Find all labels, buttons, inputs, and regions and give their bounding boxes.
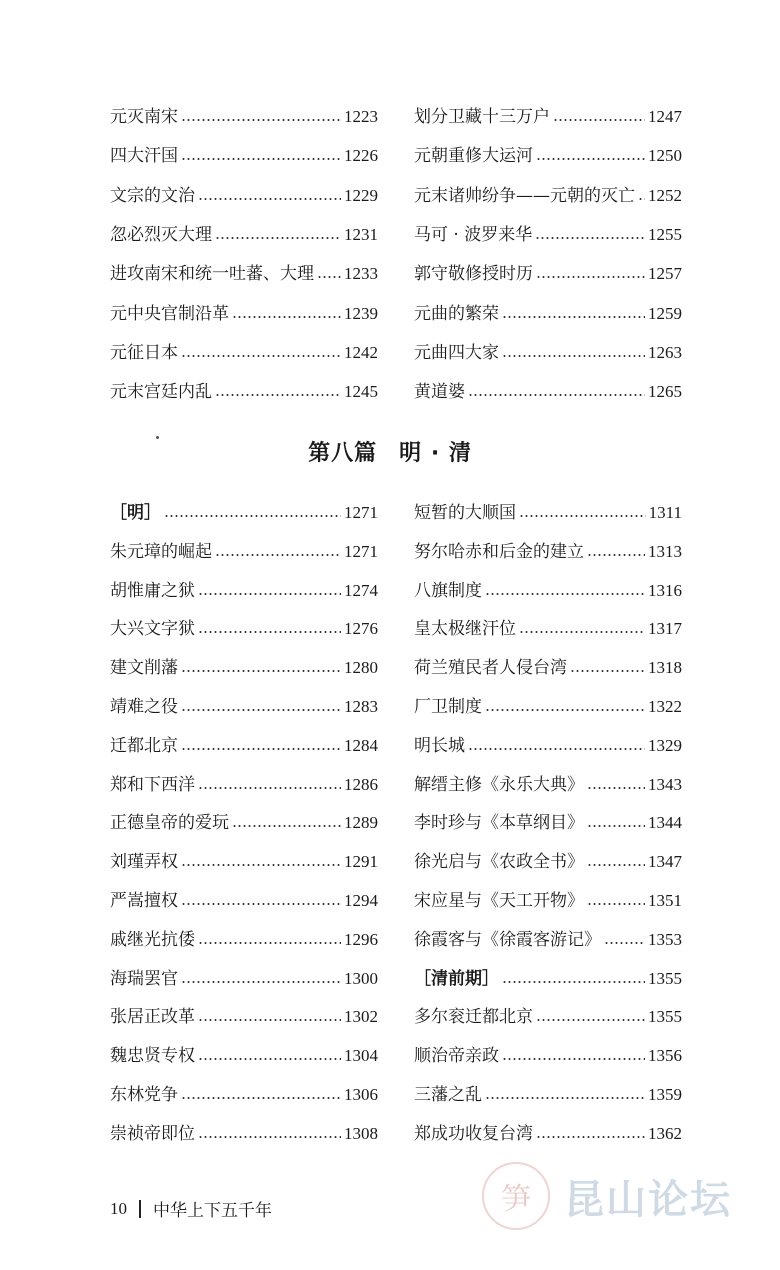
toc-entry-title: 迁都北京 bbox=[110, 735, 178, 756]
toc-entry-page: 1259 bbox=[648, 303, 682, 323]
toc-entry bbox=[414, 258, 682, 290]
toc-leader-dots bbox=[485, 709, 645, 711]
toc-entry-title: 李时珍与《本草纲目》 bbox=[414, 813, 584, 834]
toc-leader-dots bbox=[604, 942, 645, 944]
toc-entry bbox=[414, 885, 682, 917]
toc-entry bbox=[414, 730, 682, 762]
toc-leader-dots bbox=[181, 903, 341, 905]
toc-leader-dots bbox=[535, 237, 645, 239]
toc-entry bbox=[110, 652, 378, 684]
toc-entry-title: 东林党争 bbox=[110, 1085, 178, 1105]
toc-entry bbox=[110, 1040, 378, 1072]
toc-leader-dots bbox=[468, 748, 645, 750]
toc-entry-title: 马可 · 波罗来华 bbox=[414, 224, 533, 245]
toc-entry-title: 文宗的文治 bbox=[110, 185, 195, 206]
toc-leader-dots bbox=[638, 198, 645, 200]
toc-entry-page: 1271 bbox=[344, 541, 378, 561]
toc-entry-title: 元曲四大家 bbox=[414, 342, 499, 363]
toc-entry-title: 朱元璋的崛起 bbox=[110, 541, 212, 562]
toc-entry-title: 徐光启与《农政全书》 bbox=[414, 852, 584, 873]
toc-entry-title: 崇祯帝即位 bbox=[110, 1123, 195, 1144]
toc-leader-dots bbox=[502, 316, 645, 318]
toc-leader-dots bbox=[215, 237, 341, 239]
toc-leader-dots bbox=[215, 394, 341, 396]
toc-entry-page: 1276 bbox=[344, 619, 378, 639]
toc-entry-page: 1356 bbox=[648, 1046, 682, 1066]
toc-entry bbox=[110, 180, 378, 212]
toc-entry-page: 1316 bbox=[648, 580, 682, 600]
toc-entry-page: 1296 bbox=[344, 929, 378, 949]
toc-entry bbox=[414, 376, 682, 408]
toc-leader-dots bbox=[232, 316, 341, 318]
toc-entry-title: 划分卫藏十三万户 bbox=[414, 107, 550, 127]
toc-entry-page: 1322 bbox=[648, 697, 682, 716]
toc-entry bbox=[414, 337, 682, 369]
toc-entry-title: 荷兰殖民者人侵台湾 bbox=[414, 658, 567, 679]
toc-entry-title: 元朝重修大运河 bbox=[414, 146, 533, 167]
toc-leader-dots bbox=[198, 1058, 341, 1060]
toc-entry bbox=[414, 219, 682, 251]
toc-entry-title: 张居正改革 bbox=[110, 1007, 195, 1028]
footer-book-title: 中华上下五千年 bbox=[153, 1201, 272, 1221]
toc-entry-title: ［明］ bbox=[110, 503, 161, 523]
toc-entry-title: 黄道婆 bbox=[414, 382, 465, 403]
toc-leader-dots bbox=[536, 1019, 645, 1021]
toc-leader-dots bbox=[181, 355, 341, 357]
toc-entry bbox=[110, 376, 378, 408]
toc-entry bbox=[110, 1118, 378, 1150]
toc-entry bbox=[414, 613, 682, 645]
toc-entry-page: 1245 bbox=[344, 382, 378, 402]
toc-entry-page: 1318 bbox=[648, 658, 682, 678]
toc-entry bbox=[414, 497, 682, 529]
toc-entry-title: 元征日本 bbox=[110, 342, 178, 363]
toc-entry-page: 1229 bbox=[344, 185, 378, 205]
toc-entry-page: 1302 bbox=[344, 1007, 378, 1027]
toc-entry bbox=[414, 575, 682, 607]
footer-divider bbox=[139, 1200, 141, 1218]
toc-entry-page: 1263 bbox=[648, 342, 682, 362]
toc-entry bbox=[414, 691, 682, 723]
toc-entry bbox=[414, 140, 682, 172]
section-name: 明 · 清 bbox=[399, 441, 472, 466]
toc-leader-dots bbox=[587, 825, 645, 827]
toc-leader-dots bbox=[232, 825, 341, 827]
toc-entry bbox=[110, 1079, 378, 1111]
toc-entry-page: 1283 bbox=[344, 697, 378, 716]
toc-entry bbox=[110, 963, 378, 995]
toc-entry bbox=[110, 337, 378, 369]
toc-entry-page: 1313 bbox=[648, 541, 682, 561]
watermark-text: 昆山论坛 bbox=[564, 1176, 732, 1223]
toc-leader-dots bbox=[519, 515, 646, 517]
toc-leader-dots bbox=[198, 787, 341, 789]
toc-entry bbox=[414, 1001, 682, 1033]
toc-entry-page: 1344 bbox=[648, 813, 682, 833]
toc-entry bbox=[414, 807, 682, 839]
toc-entry-title: 明长城 bbox=[414, 735, 465, 756]
toc-leader-dots bbox=[198, 1019, 341, 1021]
toc-entry-title: 顺治帝亲政 bbox=[414, 1046, 499, 1067]
toc-leader-dots bbox=[587, 864, 645, 866]
toc-leader-dots bbox=[485, 1097, 645, 1099]
toc-leader-dots bbox=[587, 787, 645, 789]
toc-entry bbox=[110, 101, 378, 133]
toc-entry-title: 八旗制度 bbox=[414, 580, 482, 601]
toc-entry-page: 1291 bbox=[344, 852, 378, 872]
toc-leader-dots bbox=[536, 1136, 645, 1138]
toc-entry-title: 郑成功收复台湾 bbox=[414, 1123, 533, 1144]
toc-entry-page: 1242 bbox=[344, 342, 378, 362]
toc-entry-page: 1351 bbox=[648, 891, 682, 910]
toc-leader-dots bbox=[536, 158, 645, 160]
toc-entry-page: 1355 bbox=[648, 1007, 682, 1027]
toc-entry-title: 海瑞罢官 bbox=[110, 968, 178, 989]
watermark-seal-icon bbox=[482, 1162, 550, 1230]
toc-leader-dots bbox=[198, 198, 341, 200]
toc-entry bbox=[414, 180, 682, 212]
toc-entry-title: 宋应星与《天工开物》 bbox=[414, 891, 584, 911]
toc-entry-title: ［清前期］ bbox=[414, 968, 499, 989]
toc-entry-page: 1308 bbox=[344, 1123, 378, 1143]
toc-entry-title: 元末宫廷内乱 bbox=[110, 382, 212, 403]
toc-entry-page: 1265 bbox=[648, 382, 682, 402]
toc-leader-dots bbox=[485, 593, 645, 595]
section-part: 第八篇 bbox=[308, 441, 378, 466]
footer-page-number: 10 bbox=[110, 1198, 127, 1218]
toc-leader-dots bbox=[198, 1136, 341, 1138]
toc-entry bbox=[110, 924, 378, 956]
toc-entry-title: 皇太极继汗位 bbox=[414, 619, 516, 640]
toc-entry bbox=[414, 652, 682, 684]
toc-entry-page: 1329 bbox=[648, 735, 682, 755]
toc-entry-page: 1294 bbox=[344, 891, 378, 910]
section-title bbox=[0, 436, 780, 467]
toc-entry-title: 刘瑾弄权 bbox=[110, 852, 178, 873]
toc-entry-page: 1311 bbox=[648, 503, 682, 522]
toc-leader-dots bbox=[468, 394, 645, 396]
toc-entry-title: 魏忠贤专权 bbox=[110, 1046, 195, 1067]
toc-entry-page: 1317 bbox=[648, 619, 682, 639]
toc-entry-page: 1239 bbox=[344, 303, 378, 323]
toc-entry bbox=[110, 730, 378, 762]
toc-entry-title: 多尔衮迁都北京 bbox=[414, 1007, 533, 1028]
toc-entry-title: 进攻南宋和统一吐蕃、大理 bbox=[110, 264, 314, 285]
toc-entry-title: 戚继光抗倭 bbox=[110, 929, 195, 950]
toc-entry-page: 1252 bbox=[648, 185, 682, 205]
toc-entry-page: 1255 bbox=[648, 224, 682, 244]
toc-entry bbox=[414, 963, 682, 995]
toc-entry-page: 1247 bbox=[648, 107, 682, 126]
toc-leader-dots bbox=[181, 981, 341, 983]
toc-entry-page: 1233 bbox=[344, 264, 378, 284]
toc-entry-title: 解缙主修《永乐大典》 bbox=[414, 774, 584, 795]
toc-entry bbox=[414, 536, 682, 568]
toc-leader-dots bbox=[587, 554, 645, 556]
toc-leader-dots bbox=[198, 631, 341, 633]
toc-entry-title: 严嵩擅权 bbox=[110, 891, 178, 911]
watermark-seal-glyph: 笋 bbox=[501, 1182, 531, 1217]
toc-leader-dots bbox=[502, 1058, 645, 1060]
toc-leader-dots bbox=[215, 554, 341, 556]
toc-leader-dots bbox=[317, 276, 341, 278]
toc-entry-page: 1353 bbox=[648, 929, 682, 949]
toc-entry bbox=[414, 101, 682, 133]
toc-entry-page: 1362 bbox=[648, 1123, 682, 1143]
toc-entry-title: 三藩之乱 bbox=[414, 1085, 482, 1105]
toc-entry-title: 大兴文字狱 bbox=[110, 619, 195, 640]
toc-entry-page: 1359 bbox=[648, 1085, 682, 1104]
toc-entry-page: 1231 bbox=[344, 224, 378, 244]
toc-entry-page: 1343 bbox=[648, 774, 682, 794]
toc-entry bbox=[110, 807, 378, 839]
toc-leader-dots bbox=[164, 515, 341, 517]
toc-entry-page: 1274 bbox=[344, 580, 378, 600]
toc-leader-dots bbox=[181, 864, 341, 866]
toc-leader-dots bbox=[198, 942, 341, 944]
toc-leader-dots bbox=[181, 119, 341, 121]
toc-leader-dots bbox=[181, 1097, 341, 1099]
toc-entry bbox=[110, 691, 378, 723]
toc-entry-title: 元曲的繁荣 bbox=[414, 303, 499, 324]
toc-entry bbox=[414, 769, 682, 801]
toc-entry-page: 1300 bbox=[344, 968, 378, 988]
toc-entry bbox=[110, 298, 378, 330]
toc-entry-title: 徐霞客与《徐霞客游记》 bbox=[414, 929, 601, 950]
toc-entry-page: 1280 bbox=[344, 658, 378, 678]
toc-entry-page: 1226 bbox=[344, 146, 378, 166]
forum-watermark bbox=[482, 1162, 732, 1230]
toc-entry bbox=[110, 613, 378, 645]
toc-entry bbox=[110, 536, 378, 568]
toc-entry-title: 短暂的大顺国 bbox=[414, 503, 516, 523]
page-footer bbox=[110, 1196, 272, 1221]
toc-entry bbox=[110, 219, 378, 251]
toc-entry-page: 1347 bbox=[648, 852, 682, 872]
toc-entry bbox=[414, 1040, 682, 1072]
toc-leader-dots bbox=[519, 631, 645, 633]
toc-entry bbox=[414, 1079, 682, 1111]
toc-entry-title: 建文削藩 bbox=[110, 658, 178, 679]
toc-entry-page: 1304 bbox=[344, 1046, 378, 1066]
toc-entry-title: 忽必烈灭大理 bbox=[110, 224, 212, 245]
toc-entry bbox=[414, 846, 682, 878]
toc-entry-page: 1284 bbox=[344, 735, 378, 755]
toc-entry-page: 1306 bbox=[344, 1085, 378, 1104]
toc-entry bbox=[414, 1118, 682, 1150]
toc-leader-dots bbox=[536, 276, 645, 278]
toc-entry bbox=[110, 769, 378, 801]
toc-entry bbox=[110, 1001, 378, 1033]
toc-entry-title: 胡惟庸之狱 bbox=[110, 580, 195, 601]
toc-entry-page: 1355 bbox=[648, 968, 682, 988]
toc-entry-title: 元末诸帅纷争——元朝的灭亡 bbox=[414, 185, 635, 206]
toc-entry-title: 元灭南宋 bbox=[110, 107, 178, 127]
toc-leader-dots bbox=[502, 355, 645, 357]
toc-entry-page: 1223 bbox=[344, 107, 378, 126]
toc-entry bbox=[110, 846, 378, 878]
toc-entry-page: 1257 bbox=[648, 264, 682, 284]
toc-entry-title: 靖难之役 bbox=[110, 697, 178, 717]
toc-entry-page: 1286 bbox=[344, 774, 378, 794]
toc-leader-dots bbox=[181, 709, 341, 711]
toc-entry bbox=[110, 258, 378, 290]
toc-entry bbox=[414, 298, 682, 330]
toc-entry bbox=[110, 575, 378, 607]
toc-entry-title: 努尔哈赤和后金的建立 bbox=[414, 541, 584, 562]
toc-entry-title: 元中央官制沿革 bbox=[110, 303, 229, 324]
toc-entry bbox=[110, 140, 378, 172]
toc-entry-title: 四大汗国 bbox=[110, 146, 178, 167]
toc-leader-dots bbox=[570, 670, 645, 672]
toc-entry-page: 1271 bbox=[344, 503, 378, 522]
toc-leader-dots bbox=[587, 903, 645, 905]
toc-leader-dots bbox=[502, 981, 645, 983]
toc-entry-title: 正德皇帝的爱玩 bbox=[110, 813, 229, 834]
toc-leader-dots bbox=[181, 748, 341, 750]
toc-entry bbox=[414, 924, 682, 956]
toc-entry-title: 郭守敬修授时历 bbox=[414, 264, 533, 285]
toc-leader-dots bbox=[198, 593, 341, 595]
toc-entry-title: 厂卫制度 bbox=[414, 697, 482, 717]
toc-entry-title: 郑和下西洋 bbox=[110, 774, 195, 795]
toc-entry bbox=[110, 885, 378, 917]
toc-leader-dots bbox=[553, 119, 645, 121]
toc-leader-dots bbox=[181, 158, 341, 160]
toc-entry bbox=[110, 497, 378, 529]
toc-entry-page: 1289 bbox=[344, 813, 378, 833]
toc-entry-page: 1250 bbox=[648, 146, 682, 166]
toc-leader-dots bbox=[181, 670, 341, 672]
